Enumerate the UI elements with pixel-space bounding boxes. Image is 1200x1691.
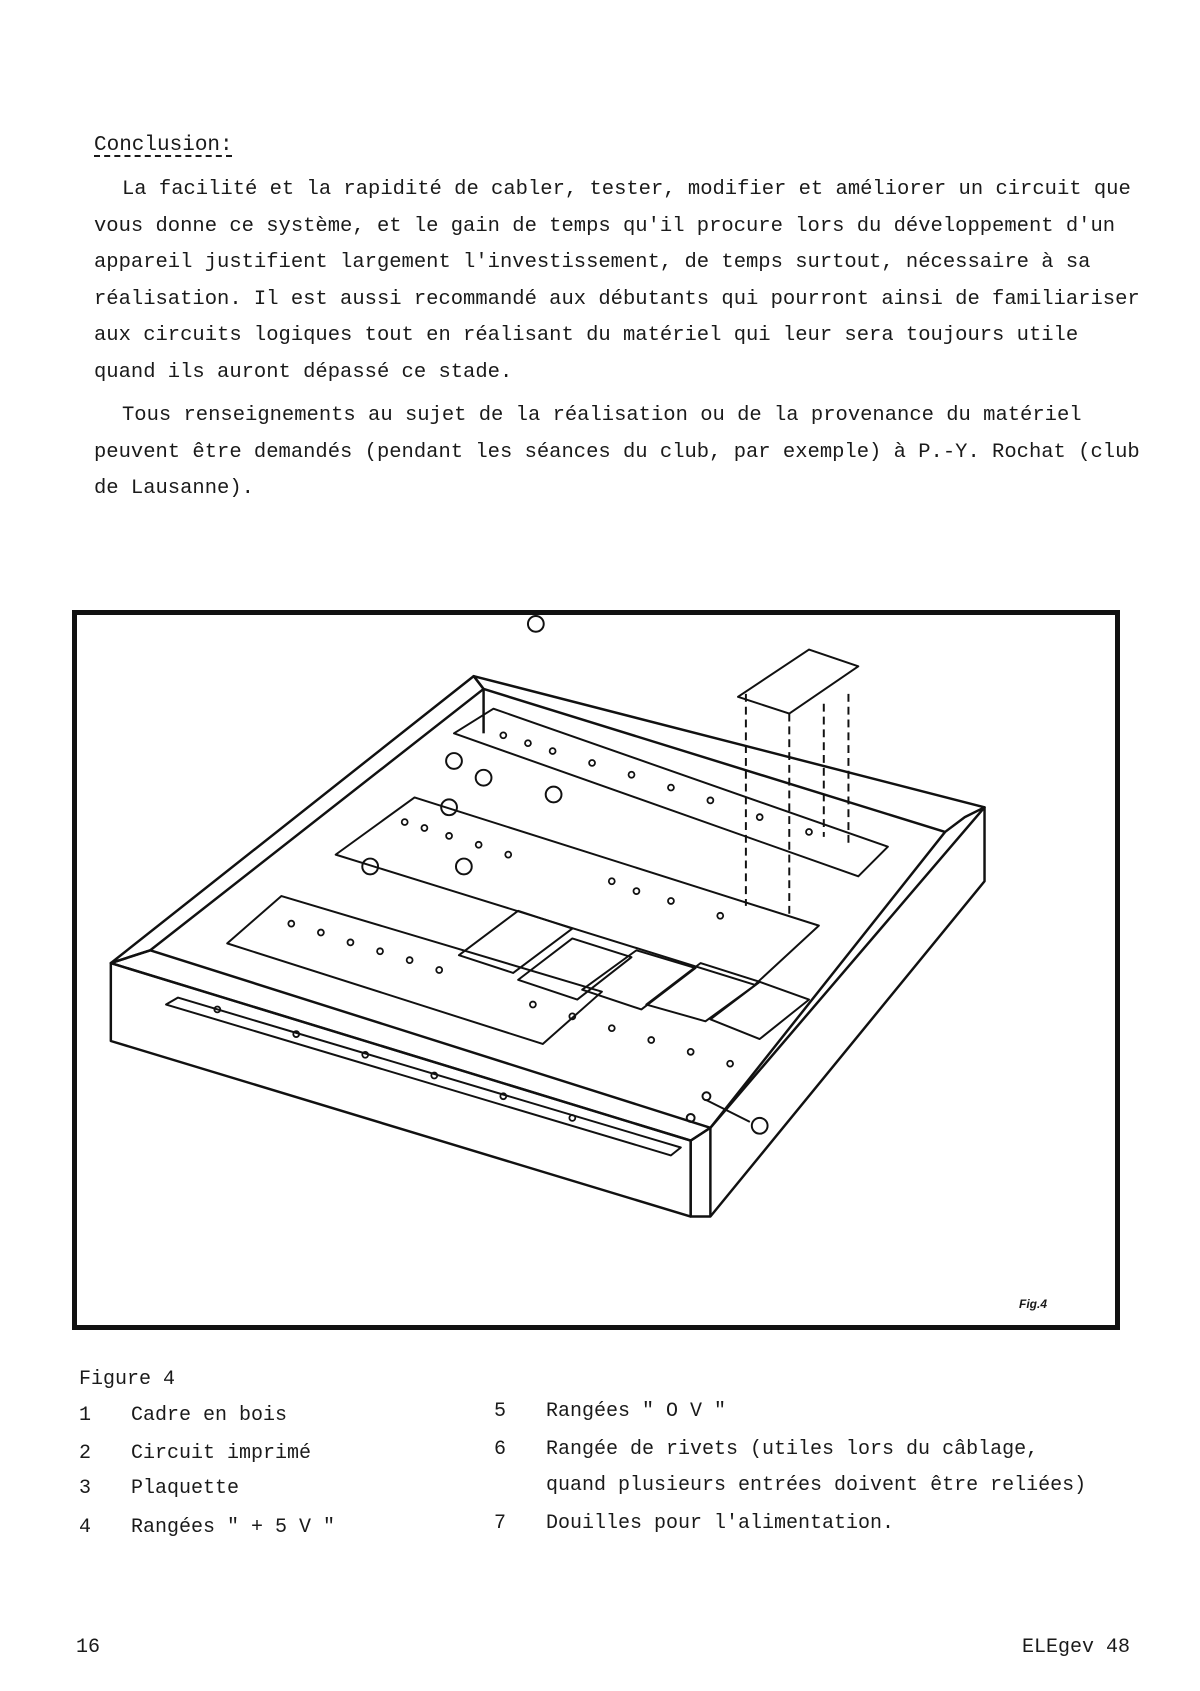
figure-4-illustration <box>72 610 1120 1330</box>
page-number: 16 <box>76 1636 101 1659</box>
legend-text: Rangées " + 5 V " <box>131 1516 336 1539</box>
legend-item-4 <box>79 1510 459 1546</box>
frame-left-rail <box>111 676 484 963</box>
pcb-0v-strip <box>227 896 602 1044</box>
legend-item-5 <box>494 1394 1134 1430</box>
legend-item-7 <box>494 1506 1134 1542</box>
paragraph-2 <box>94 398 1144 508</box>
figure-corner-label: Fig.4 <box>1018 1297 1047 1311</box>
legend-number: 1 <box>79 1404 92 1427</box>
legend-number: 4 <box>79 1516 92 1539</box>
legend-text: Cadre en bois <box>131 1404 288 1427</box>
module-d <box>646 963 759 1021</box>
legend-text: Plaquette <box>131 1477 240 1500</box>
module-a <box>459 911 572 973</box>
rivet-rows <box>214 732 812 1121</box>
legend-item-1 <box>79 1398 459 1434</box>
paragraph-1-text: La facilité et la rapidité de cabler, tester, modifier et améliorer un circuit que vous donne ce système, et le gain de temps qu'il procure lors du développement d'un appareil justifient largement l'investissement, de temps surtout, nécessaire à sa réalisation. Il est aussi recommandé aux débutants qui pourront ainsi de familiariser aux circuits logiques tout en réalisant du matériel qui leur sera toujours utile quand ils auront dépassé ce stade. <box>94 178 1140 384</box>
legend-number: 5 <box>494 1400 507 1423</box>
section-heading: Conclusion: <box>94 134 233 157</box>
breadboard-drawing <box>77 615 1115 1325</box>
module-b <box>518 938 631 999</box>
legend-text: Rangées " O V " <box>546 1400 727 1423</box>
plaquette-module <box>738 650 858 714</box>
legend-item-6 <box>494 1432 1134 1504</box>
legend-item-2 <box>79 1436 459 1472</box>
frame-front-rail <box>111 963 691 1216</box>
legend-number: 7 <box>494 1512 507 1535</box>
legend-text: Circuit imprimé <box>131 1442 312 1465</box>
paragraph-1 <box>94 172 1144 391</box>
legend-text: Rangée de rivets (utiles lors du câblage, quand plusieurs entrées doivent être reliées) <box>546 1438 1087 1497</box>
figure-caption: Figure 4 <box>79 1368 176 1391</box>
callout-markers <box>362 615 876 1134</box>
legend-number: 6 <box>494 1438 507 1461</box>
plus5v-strip-front <box>166 998 681 1156</box>
legend-text: Douilles pour l'alimentation. <box>546 1512 895 1535</box>
legend-number: 3 <box>79 1477 92 1500</box>
publication-name: ELEgev 48 <box>1021 1636 1130 1659</box>
frame-front-rail-top <box>111 950 711 1140</box>
paragraph-2-text: Tous renseignements au sujet de la réalisation ou de la provenance du matériel peuvent être demandés (pendant les séances du club, par exemple) à P.-Y. Rochat (club de Lausanne). <box>94 404 1140 500</box>
legend-number: 2 <box>79 1442 92 1465</box>
legend-item-3 <box>79 1471 459 1507</box>
